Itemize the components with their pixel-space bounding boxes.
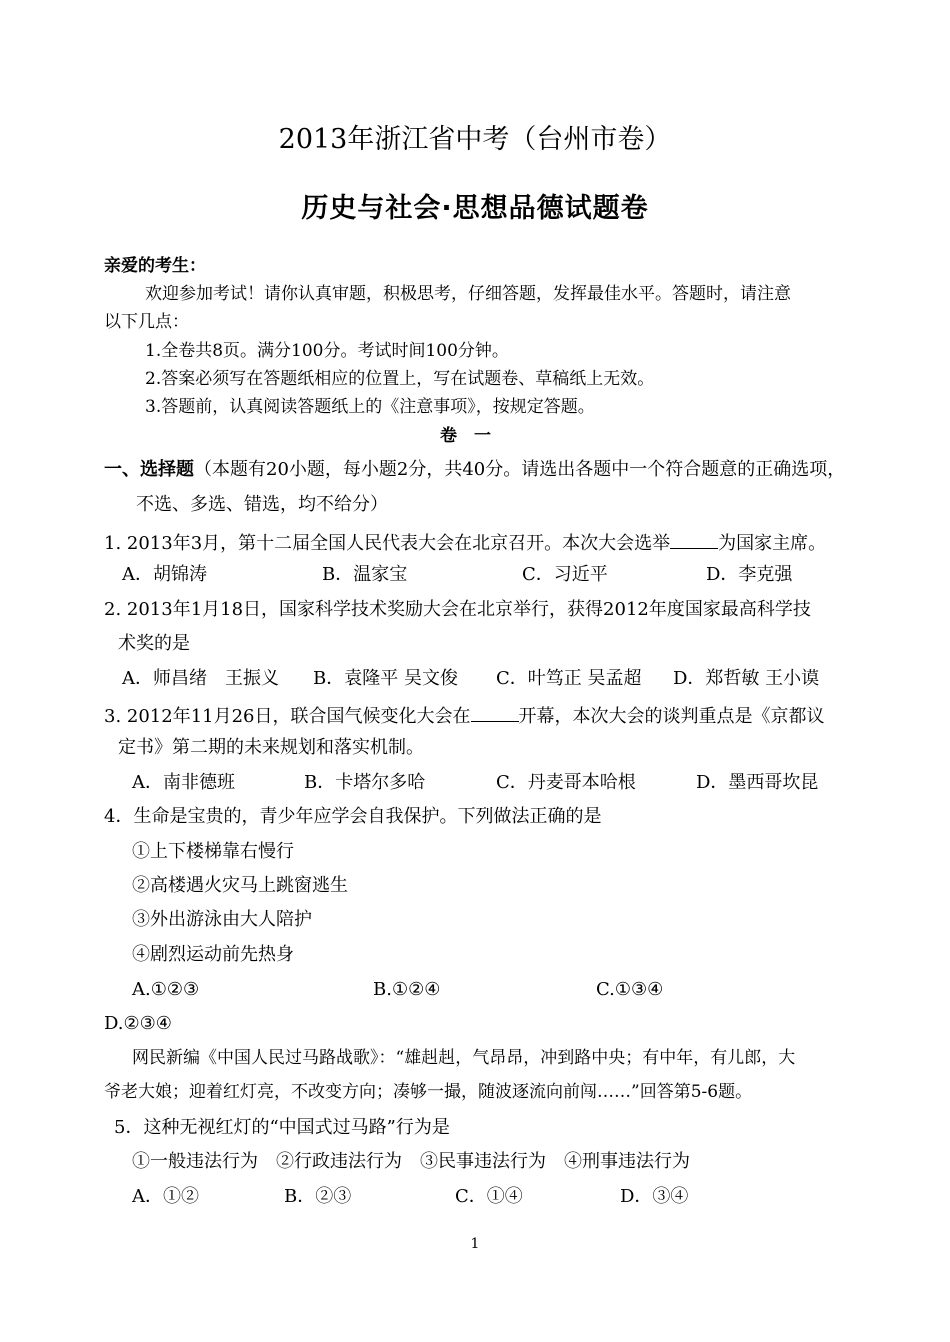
question-5: 5．这种无视红灯的“中国式过马路”行为是	[114, 1117, 450, 1138]
intro-line-2: 以下几点：	[104, 312, 189, 332]
q3-option-c: C．丹麦哥本哈根	[496, 772, 636, 793]
intro-point-1: 1.全卷共8页。满分100分。考试时间100分钟。	[145, 341, 509, 361]
q4-options	[0, 981, 950, 1003]
q3-options	[0, 774, 950, 796]
q5-option-b: B．②③	[284, 1186, 352, 1207]
question-2-line-2: 术奖的是	[118, 633, 190, 654]
greeting: 亲爱的考生：	[104, 256, 206, 276]
q1-option-c: C．习近平	[522, 564, 608, 585]
section-desc-2: 不选、多选、错选，均不给分）	[136, 494, 388, 515]
q5-option-a: A．①②	[132, 1186, 199, 1207]
page-number: 1	[470, 1236, 480, 1252]
q4-item-1: ①上下楼梯靠右慢行	[132, 841, 294, 862]
q5-option-c: C．①④	[455, 1186, 523, 1207]
q2-options	[0, 670, 950, 692]
q3-blank	[471, 705, 519, 722]
q3-text: 3. 2012年11月26日，联合国气候变化大会在	[104, 706, 471, 727]
q2-option-c: C．叶笃正 吴孟超	[496, 668, 642, 689]
q2-option-a: A．师昌绪 王振义	[122, 668, 279, 689]
q4-item-2: ②高楼遇火灾马上跳窗逃生	[132, 875, 348, 896]
question-3-line-1	[104, 705, 825, 726]
intro-point-3: 3.答题前，认真阅读答题纸上的《注意事项》，按规定答题。	[145, 397, 595, 417]
passage-line-2: 爷老大娘；迎着红灯亮，不改变方向；凑够一撮，随波逐流向前闯……”回答第5-6题。	[104, 1082, 753, 1102]
q4-option-d: D.②③④	[104, 1013, 172, 1034]
intro-point-2: 2.答案必须写在答题纸相应的位置上，写在试题卷、草稿纸上无效。	[145, 369, 655, 389]
q1-text-end: 为国家主席。	[718, 533, 827, 554]
volume-label: 卷 一	[440, 426, 491, 446]
q1-text: 1. 2013年3月，第十二届全国人民代表大会在北京召开。本次大会选举	[104, 533, 671, 554]
section-header	[104, 461, 845, 479]
question-1	[104, 532, 826, 553]
q1-option-d: D．李克强	[706, 564, 793, 585]
q5-options	[0, 1188, 950, 1210]
q4-option-b: B.①②④	[373, 979, 441, 1000]
q3-option-d: D．墨西哥坎昆	[696, 772, 819, 793]
q1-options	[0, 566, 950, 588]
question-4: 4．生命是宝贵的，青少年应学会自我保护。下列做法正确的是	[104, 806, 602, 827]
q5-items: ①一般违法行为 ②行政违法行为 ③民事违法行为 ④刑事违法行为	[132, 1151, 690, 1172]
q4-option-a: A.①②③	[132, 979, 200, 1000]
q3-text-end: 开幕，本次大会的谈判重点是《京都议	[518, 706, 825, 727]
exam-title: 2013年浙江省中考（台州市卷）	[278, 124, 672, 155]
passage-line-1: 网民新编《中国人民过马路战歌》：“雄赳赳，气昂昂，冲到路中央；有中年，有儿郎，大	[132, 1048, 796, 1068]
q4-option-c: C.①③④	[596, 979, 664, 1000]
intro-line-1: 欢迎参加考试！请你认真审题，积极思考，仔细答题，发挥最佳水平。答题时，请注意	[145, 284, 791, 304]
section-label: 一、选择题	[104, 459, 194, 480]
q2-option-d: D．郑哲敏 王小谟	[673, 668, 820, 689]
q5-option-d: D．③④	[620, 1186, 689, 1207]
q4-item-3: ③外出游泳由大人陪护	[132, 909, 312, 930]
q2-option-b: B．袁隆平 吴文俊	[313, 668, 458, 689]
question-3-line-2: 定书》第二期的未来规划和落实机制。	[118, 737, 424, 758]
q4-item-4: ④剧烈运动前先热身	[132, 944, 294, 965]
section-desc: （本题有20小题，每小题2分，共40分。请选出各题中一个符合题意的正确选项，	[194, 459, 846, 480]
q1-blank	[670, 532, 718, 549]
q3-option-b: B．卡塔尔多哈	[304, 772, 426, 793]
q1-option-a: A．胡锦涛	[122, 564, 207, 585]
question-2-line-1: 2. 2013年1月18日，国家科学技术奖励大会在北京举行，获得2012年度国家最高科学技	[104, 599, 811, 620]
q3-option-a: A．南非德班	[132, 772, 235, 793]
exam-subtitle: 历史与社会·思想品德试题卷	[301, 193, 649, 224]
q1-option-b: B．温家宝	[322, 564, 408, 585]
